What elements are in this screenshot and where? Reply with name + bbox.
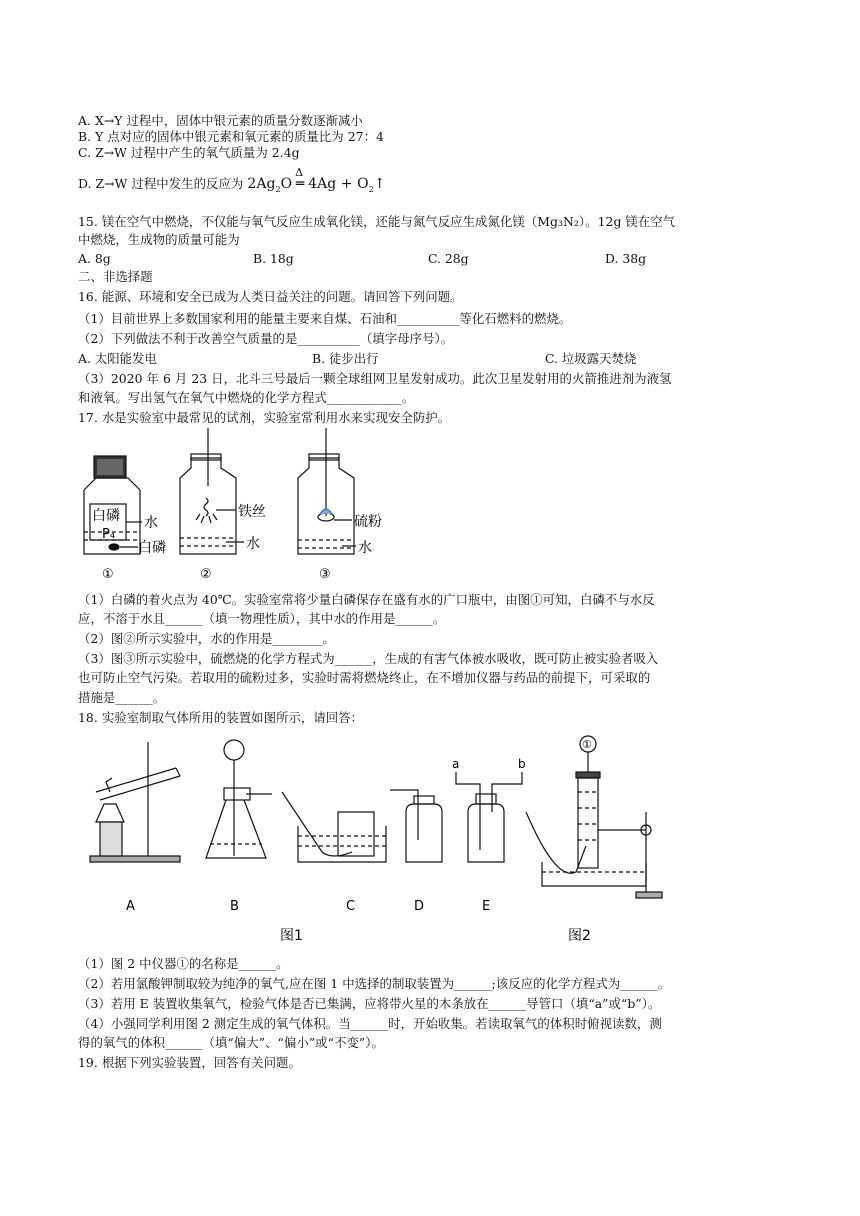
q17-part3-line3: 措施是______。 xyxy=(78,690,166,705)
apparatus-a-icon xyxy=(90,742,180,862)
q14-option-c: C. Z→W 过程中产生的氧气质量为 2.4g xyxy=(78,145,300,160)
q19-stem: 19. 根据下列实验装置，回答有关问题。 xyxy=(78,1055,301,1070)
q15-option-d: D. 38g xyxy=(605,251,647,266)
label-iron-wire: 铁丝 xyxy=(238,504,266,520)
label-white-p-inner: 白磷 xyxy=(92,508,120,524)
q16-option-c: C. 垃圾露天焚烧 xyxy=(545,351,637,366)
q15-option-b: B. 18g xyxy=(253,251,294,266)
q18-part4-line2: 得的氧气的体积______（填“偏大”、“偏小”或“不变”）。 xyxy=(78,1035,384,1050)
apparatus-c-icon xyxy=(282,792,386,862)
label-e: E xyxy=(482,899,491,914)
label-c: C xyxy=(346,899,356,914)
q17-part3-line2: 也可防止空气污染。若取用的硫粉过多，实验时需将燃烧终止，在不增加仪器与药品的前提下，可采取的 xyxy=(78,670,651,685)
apparatus-b-icon xyxy=(206,740,272,858)
label-fig1: 图1 xyxy=(280,928,303,944)
apparatus-e-icon xyxy=(456,772,522,862)
eq-arrow: ↑ xyxy=(373,176,386,192)
eq-left: 2Ag xyxy=(247,176,276,192)
q18-figure xyxy=(76,732,666,952)
q16-stem: 16. 能源、环境和安全已成为人类日益关注的问题。请回答下列问题。 xyxy=(78,289,463,304)
q18-part2: （2）若用氯酸钾制取较为纯净的氧气,应在图 1 中选择的制取装置为______;该反应的化学方程式为______。 xyxy=(78,976,671,991)
section-title: 二、非选择题 xyxy=(78,269,153,284)
q17-part2: （2）图②所示实验中，水的作用是________。 xyxy=(78,631,335,646)
label-d: D xyxy=(414,899,425,914)
eq-condition: Δ ═ xyxy=(295,166,305,192)
q16-option-b: B. 徒步出行 xyxy=(312,351,379,366)
label-white-p: 白磷 xyxy=(138,540,166,556)
q16-part3-line2: 和液氧。写出氢气在氧气中燃烧的化学方程式____________。 xyxy=(78,390,415,405)
q17-part1-line2: 应，不溶于水且______（填一物理性质），其中水的作用是______。 xyxy=(78,611,446,626)
bottle-2-icon xyxy=(180,428,244,554)
label-fig-3: ③ xyxy=(319,567,331,582)
label-fig-1: ① xyxy=(102,567,114,582)
q14-option-a: A. X→Y 过程中，固体中银元素的质量分数逐渐减小 xyxy=(78,113,363,128)
label-port-a: a xyxy=(452,757,460,771)
q16-part2: （2）下列做法不利于改善空气质量的是__________（填字母序号）。 xyxy=(78,331,454,346)
eq-sub-b: 2 xyxy=(368,184,374,194)
q18-part4-line1: （4）小强同学利用图 2 测定生成的氧气体积。当______时，开始收集。若读取氧气的体积时俯视读数，测 xyxy=(78,1016,662,1031)
q16-part3-line1: （3）2020 年 6 月 23 日，北斗三号最后一颗全球组网卫星发射成功。此次卫星发射用的火箭推进剂为液氢 xyxy=(78,371,672,386)
q17-part3-line1: （3）图③所示实验中，硫燃烧的化学方程式为______，生成的有害气体被水吸收，既可防止被实验者吸入 xyxy=(78,651,659,666)
label-fig-2: ② xyxy=(200,567,212,582)
q17-stem: 17. 水是实验室中最常见的试剂，实验室常利用水来实现安全防护。 xyxy=(78,410,451,425)
label-sulfur: 硫粉 xyxy=(354,514,382,530)
label-instrument-1: ① xyxy=(582,738,592,751)
label-a: A xyxy=(126,899,135,914)
q18-part1: （1）图 2 中仪器①的名称是______。 xyxy=(78,956,289,971)
label-water-3: 水 xyxy=(358,540,372,556)
eq-o: O xyxy=(280,176,293,192)
q17-figure xyxy=(76,428,396,588)
q17-part1-line1: （1）白磷的着火点为 40℃。实验室常将少量白磷保存在盛有水的广口瓶中，由图①可知，白磷不与水反 xyxy=(78,592,655,607)
q15-stem-2: 中燃烧，生成物的质量可能为 xyxy=(78,232,240,247)
q15-option-c: C. 28g xyxy=(428,251,469,266)
eq-sub: 2 xyxy=(275,184,281,194)
q15-option-a: A. 8g xyxy=(78,251,111,266)
q14-option-d-prefix: D. Z→W 过程中发生的反应为 xyxy=(78,176,244,191)
label-water-2: 水 xyxy=(246,536,260,552)
label-b: B xyxy=(230,899,239,914)
apparatus-d-icon xyxy=(390,790,442,862)
q14-option-d xyxy=(78,166,386,198)
q15-stem-1: 15. 镁在空气中燃烧，不仅能与氧气反应生成氧化镁，还能与氮气反应生成氮化镁（Mg₃N₂）。12g 镁在空气 xyxy=(78,214,676,229)
bottle-3-icon xyxy=(298,428,356,554)
q16-option-a: A. 太阳能发电 xyxy=(78,351,157,366)
q18-stem: 18. 实验室制取气体所用的装置如图所示，请回答： xyxy=(78,710,364,725)
eq-right: 4Ag + O xyxy=(308,176,369,192)
q18-part3: （3）若用 E 装置收集氧气，检验气体是否已集满，应将带火星的木条放在______导管口（填“a”或“b”）。 xyxy=(78,996,661,1011)
apparatus-fig2-icon xyxy=(526,736,662,898)
label-fig2: 图2 xyxy=(568,928,591,944)
label-water-1: 水 xyxy=(144,515,158,531)
eq-delta: Δ xyxy=(295,166,304,179)
q14-option-b: B. Y 点对应的固体中银元素和氧元素的质量比为 27：4 xyxy=(78,129,384,144)
label-p4: P₄ xyxy=(102,527,116,542)
q16-part1: （1）目前世界上多数国家利用的能量主要来自煤、石油和__________等化石燃料的燃烧。 xyxy=(78,311,572,326)
q14-equation xyxy=(247,166,386,194)
label-port-b: b xyxy=(518,757,526,771)
